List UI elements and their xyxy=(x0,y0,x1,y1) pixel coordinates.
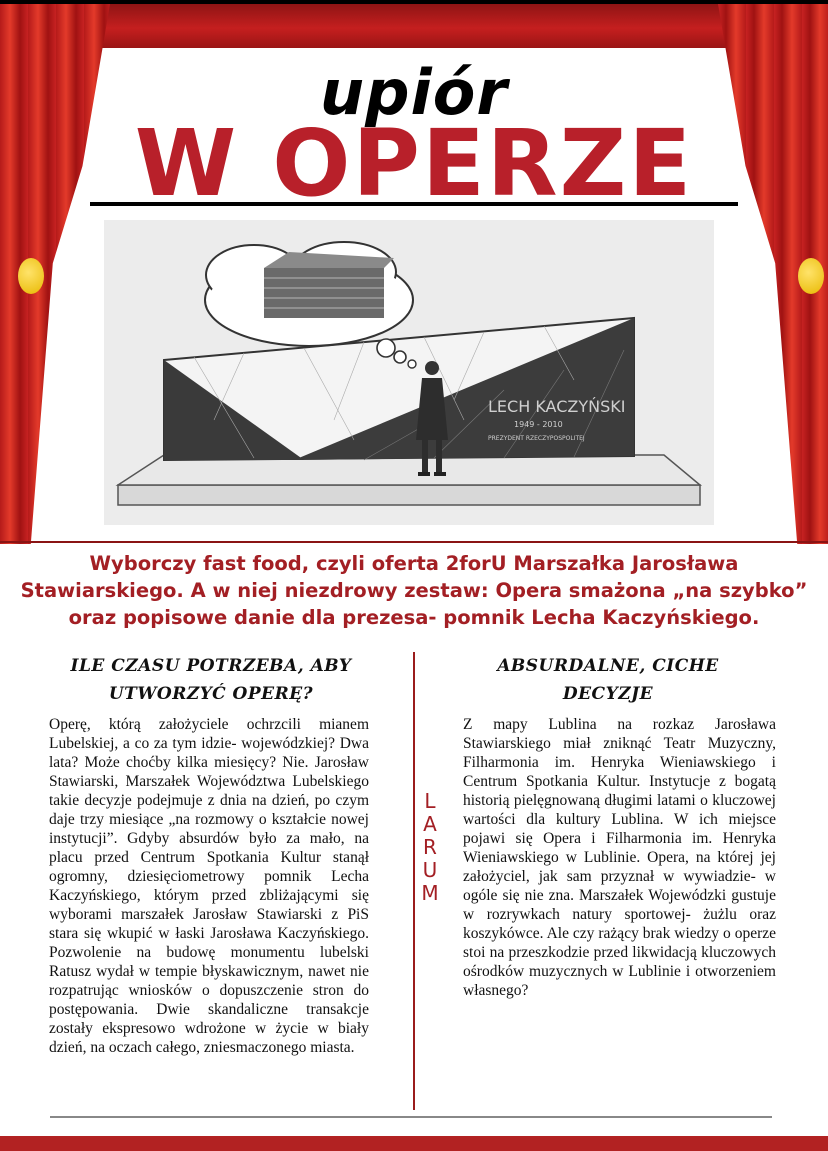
bottom-rule xyxy=(50,1116,772,1118)
title-panel xyxy=(90,48,738,217)
curtain-tie-left-icon xyxy=(18,258,44,294)
brand-letter: U xyxy=(422,858,438,882)
title-top: upiór xyxy=(320,56,508,129)
brand-letter: A xyxy=(423,812,437,836)
brand-logo-vertical xyxy=(419,790,441,905)
title-main: W OPERZE xyxy=(134,110,694,217)
curtain-valance xyxy=(0,4,828,48)
monument-subtitle: PREZYDENT RZECZYPOSPOLITEJ xyxy=(488,435,585,442)
left-column-body: Operę, którą założyciele ochrzcili mianem Lubelskiej, a co za tym idzie- wojewódzkiej? Dwa lata? Może choćby kilka miesięcy? Nie. Jarosław Stawiarski, Marszałek Województwa Lubelskiego takie decyzje podejmuje z dnia na dzień, po czym daje trzy miesiące „na rozmowy o kształcie nowej instytucji”. Gdyby absurdów było za mało, na placu przed Centrum Spotkania Kultur stanął ogromny, dziesięciometrowy pomnik Lecha Kaczyńskiego, którym przed zbliżającymi się wyborami marszałek Jarosław Stawiarski z PiS stara się wkupić w łaski Jarosława Kaczyńskiego. Pozwolenie na budowę monumentu lubelski Ratusz wydał w tempie błyskawicznym, nawet nie rozpatrując wniosków o dopuszczenie stron do postępowania. Dwie skandaliczne transakcje zostały ekspresowo wdrożone w życie w biały dzień, na oczach całego, zniesmaczonego miasta. xyxy=(49,716,369,1056)
curtain-left xyxy=(0,4,110,544)
brand-letter: R xyxy=(423,835,437,859)
monument-illustration xyxy=(104,220,714,525)
article-headline: Wyborczy fast food, czyli oferta 2forU Marszałka Jarosława Stawiarskiego. A w niej niezdrowy zestaw: Opera smażona „na szybko” oraz popisowe danie dla prezesa- pomnik Lecha Kaczyńskiego. xyxy=(20,552,808,629)
bottom-border xyxy=(0,1136,828,1151)
curtain-tie-right-icon xyxy=(798,258,824,294)
brand-letter: L xyxy=(424,789,436,813)
column-divider xyxy=(413,652,415,1110)
monument-years: 1949 - 2010 xyxy=(514,420,563,429)
right-column-heading: ABSURDALNE, CICHE DECYZJE xyxy=(497,656,719,704)
stage-floor-line xyxy=(0,541,828,543)
right-column-body: Z mapy Lublina na rozkaz Jarosława Stawiarskiego miał zniknąć Teatr Muzyczny, Filharmonia im. Henryka Wieniawskiego i Centrum Spotkania Kultur. Instytucje z bogatą historią pielęgnowaną długimi latami o kluczowej wartości dla kultury Lublina. W ich miejsce pojawi się Opera i Filharmonia im. Henryka Wieniawskiego w Lublinie. Opera, na której jej założyciel, jak sam przyznał w wywiadzie- w ogóle się nie zna. Marszałek Wojewódzki gustuje w rozrywkach natury sportowej- żużlu oraz koszykówce. Ale czy rażący brak wiedzy o operze stoi na przeszkodzie przed likwidacją kluczowych ośrodków muzycznych w Lublinie i otworzeniem własnego? xyxy=(463,716,776,999)
monument-inscription: LECH KACZYŃSKI xyxy=(488,397,626,416)
left-column-heading: ILE CZASU POTRZEBA, ABY UTWORZYĆ OPERĘ? xyxy=(70,656,352,704)
brand-letter: M xyxy=(421,881,439,905)
